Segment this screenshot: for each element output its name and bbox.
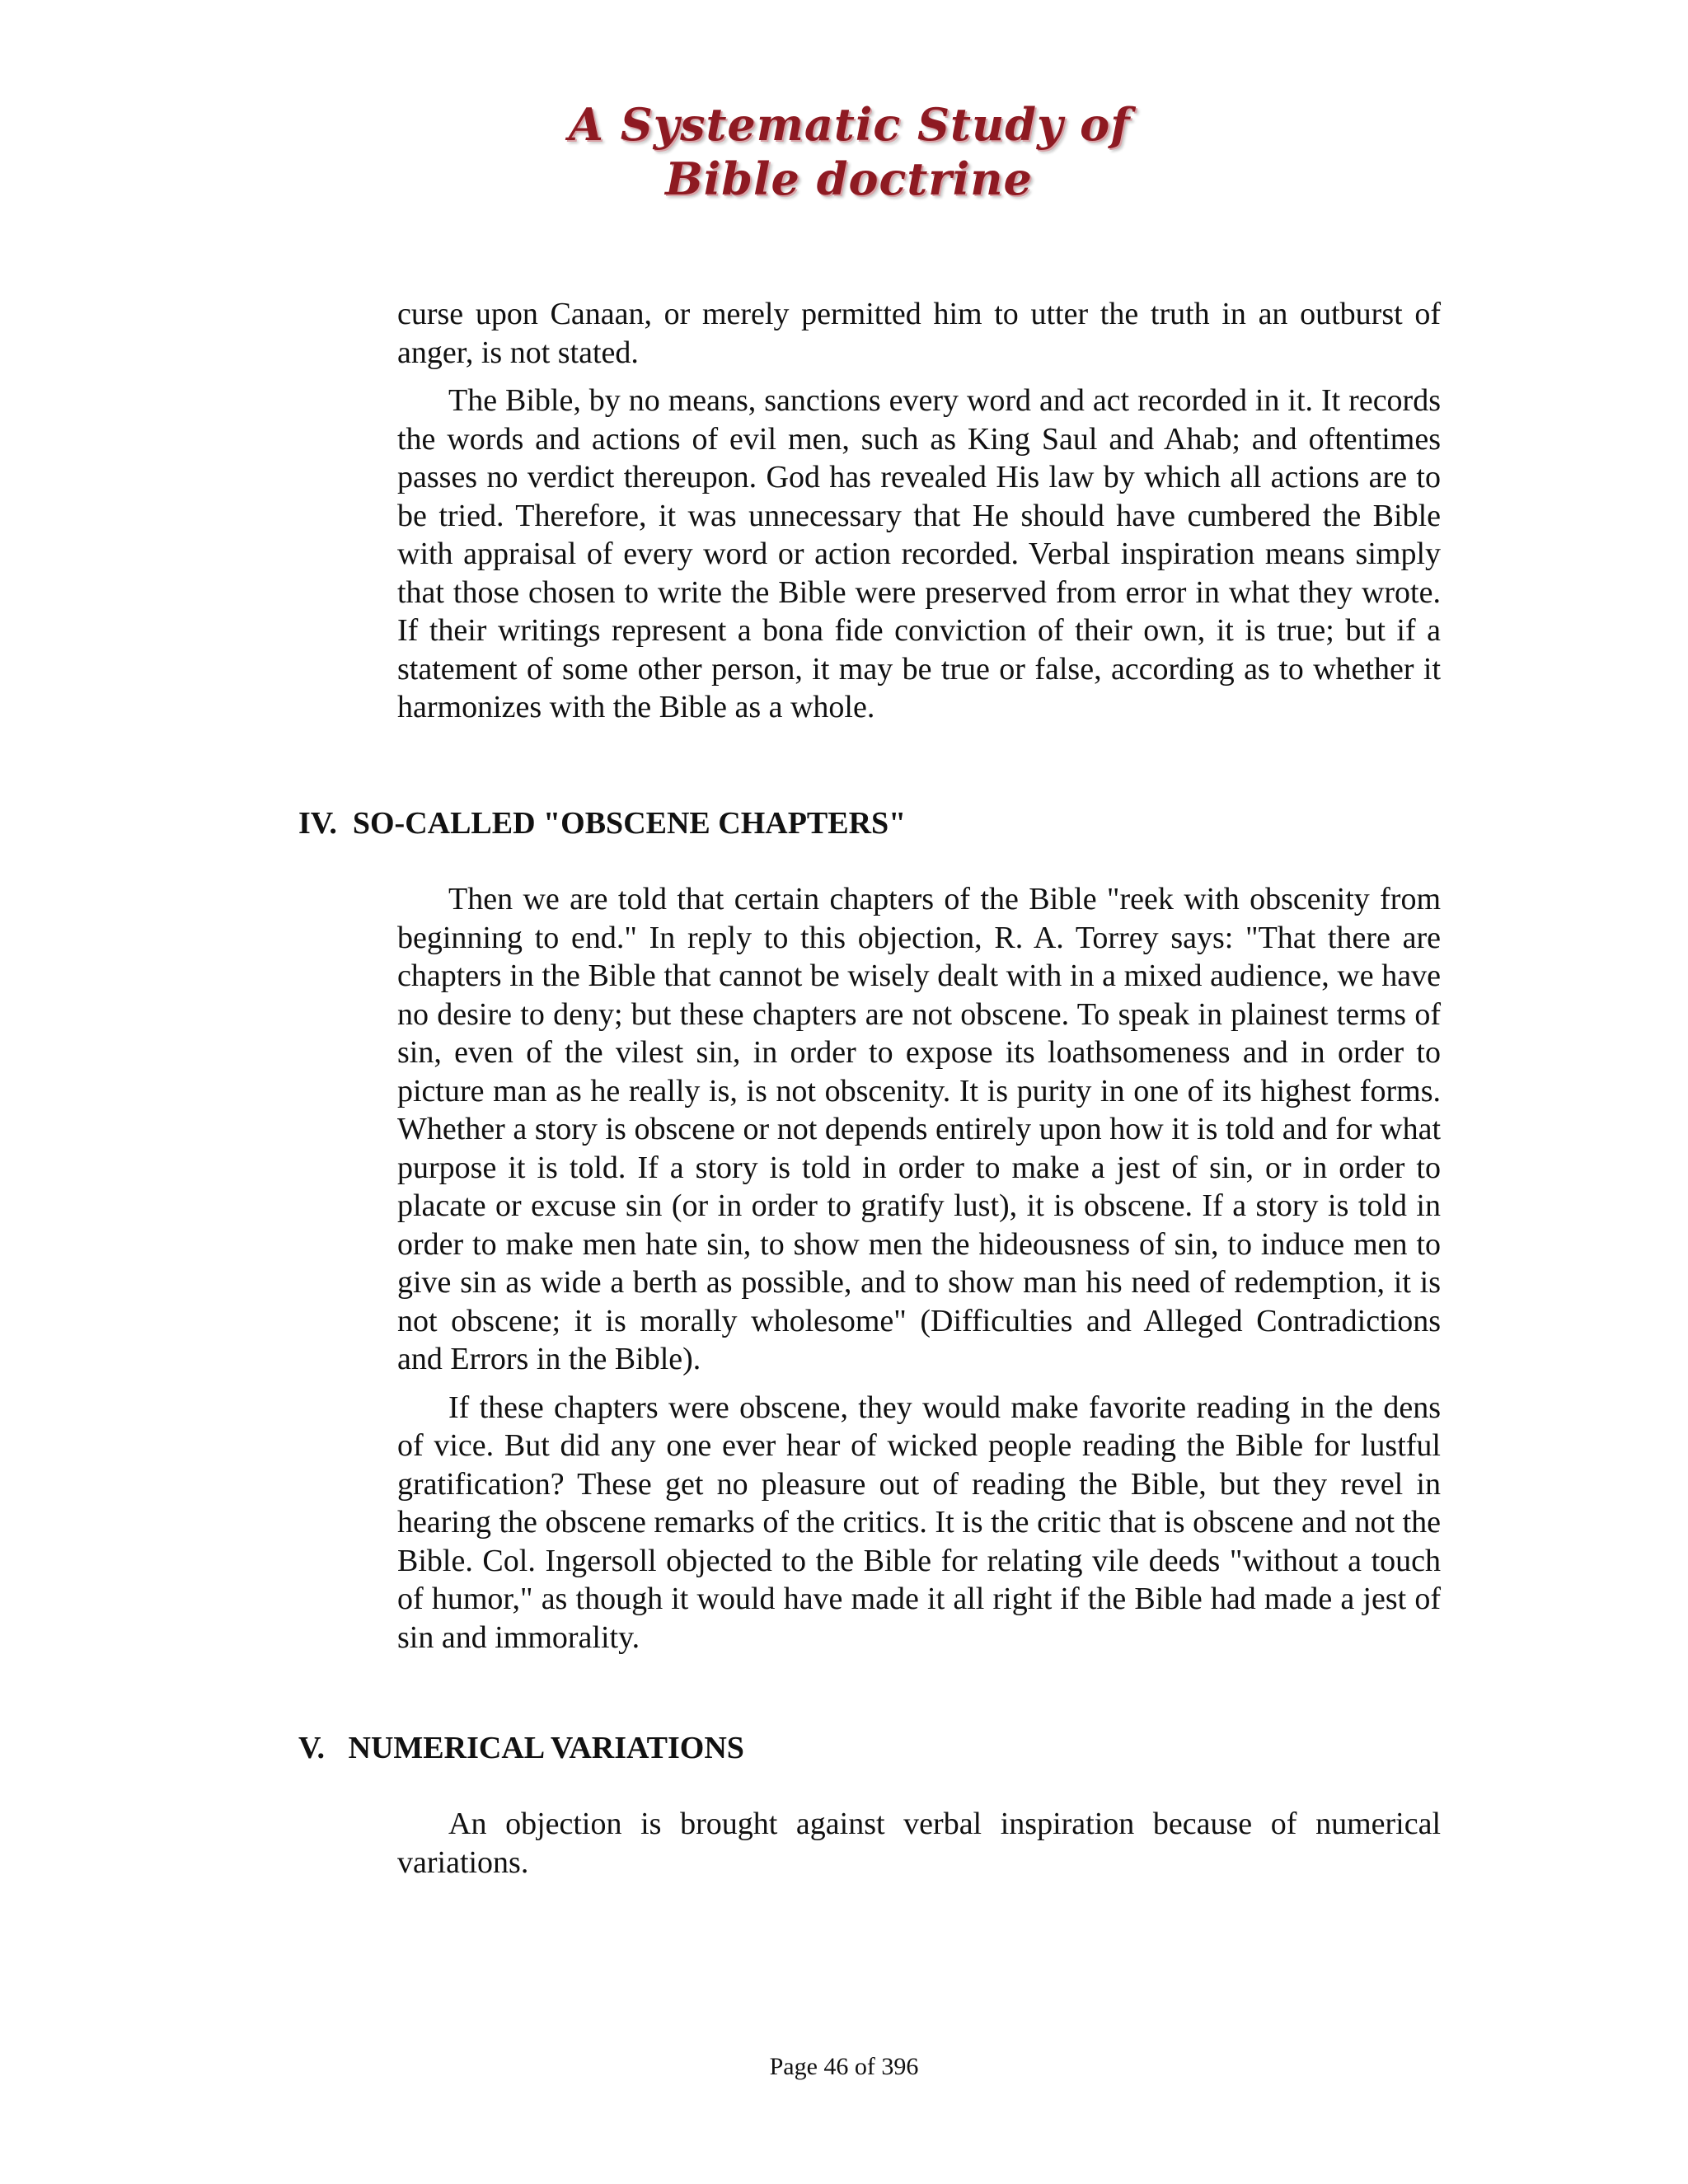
page-number: Page 46 of 396 [769,2053,919,2080]
logo-title-line-2: Bible doctrine [665,152,1033,205]
book-title-logo [569,97,1129,213]
section-title: SO-CALLED "OBSCENE CHAPTERS" [352,806,907,841]
paragraph-obscenity-reply: Then we are told that certain chapters of the Bible "reek with obscenity from beginning to end." In reply to this objection, R. A. Torrey says: "That there are chapters in the Bible that cannot be wisely dealt with in a mixed audience, we have no desire to deny; but these chapters are not obscene. To speak in plainest terms of sin, even of the vilest sin, in order to expose its loathsomeness and in order to picture man as he really is, is not obscenity. It is purity in one of its highest forms. Whether a story is obscene or not depends entirely upon how it is told and for what purpose it is told. If a story is told in order to make a jest of sin, or in order to placate or excuse sin (or in order to gratify lust), it is obscene. If a story is told in order to make men hate sin, to show men the hideousness of sin, to induce men to give sin as wide a berth as possible, and to show man his need of redemption, it is not obscene; it is morally wholesome" (Difficulties and Alleged Contradictions and Errors in the Bible). [397,882,1441,1376]
section-number: V. [298,1731,326,1765]
section-number: IV. [298,806,337,841]
section-heading-iv [298,804,906,842]
section-title: NUMERICAL VARIATIONS [348,1731,744,1765]
page-body-top [397,295,1441,737]
paragraph-bible-sanctions: The Bible, by no means, sanctions every word and act recorded in it. It records the words and actions of evil men, such as King Saul and Ahab; and oftentimes passes no verdict thereupon. God has revealed His law by which all actions are to be tried. Therefore, it was unnecessary that He should have cumbered the Bible with appraisal of every word or action recorded. Verbal inspiration means simply that those chosen to write the Bible were preserved from error in what they wrote. If their writings represent a bona fide conviction of their own, it is true; but if a statement of some other person, it may be true or false, according as to whether it harmonizes with the Bible as a whole. [397,383,1441,724]
section-heading-v [298,1729,744,1767]
section-v-body [397,1805,1441,1891]
continued-paragraph: curse upon Canaan, or merely permitted him to utter the truth in an outburst of anger, is not stated. [397,297,1441,370]
logo-title-line-1: A Systematic Study of [569,98,1131,151]
paragraph-numerical-variations: An objection is brought against verbal inspiration because of numerical variations. [397,1807,1441,1880]
paragraph-dens-of-vice: If these chapters were obscene, they would make favorite reading in the dens of vice. But did any one ever hear of wicked people reading the Bible for lustful gratification? These get no pleasure out of reading the Bible, but they revel in hearing the obscene remarks of the critics. It is the critic that is obscene and not the Bible. Col. Ingersoll objected to the Bible for relating vile deeds "without a touch of humor," as though it would have made it all right if the Bible had made a jest of sin and immorality. [397,1390,1441,1655]
section-iv-body [397,880,1441,1666]
